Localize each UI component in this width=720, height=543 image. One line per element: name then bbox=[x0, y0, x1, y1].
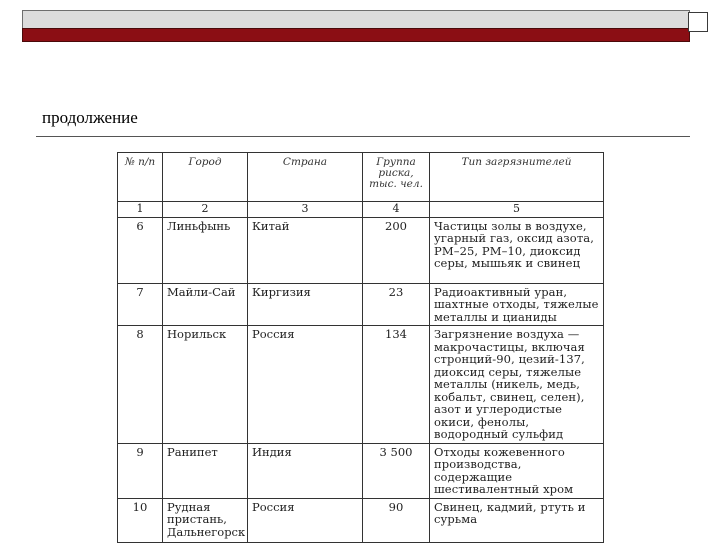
table-row bbox=[118, 498, 604, 542]
table-row bbox=[118, 443, 604, 498]
slide-corner-box bbox=[688, 12, 708, 32]
pollution-table-image bbox=[117, 152, 604, 539]
row-pollutants: Радиоактивный уран, шахтные отходы, тяжелые металлы и цианиды bbox=[430, 283, 604, 326]
row-num: 6 bbox=[118, 217, 163, 283]
header-risk: Группа риска, тыс. чел. bbox=[363, 153, 430, 202]
row-country: Китай bbox=[248, 217, 363, 283]
table-row bbox=[118, 283, 604, 326]
header-num: № п/п bbox=[118, 153, 163, 202]
table-row bbox=[118, 326, 604, 444]
row-city: Линьфынь bbox=[163, 217, 248, 283]
slide-accent-bar bbox=[22, 28, 690, 42]
row-risk: 134 bbox=[363, 326, 430, 444]
column-number: 4 bbox=[363, 202, 430, 218]
header-pollutants: Тип загрязнителей bbox=[430, 153, 604, 202]
row-city: Майли-Сай bbox=[163, 283, 248, 326]
column-number: 2 bbox=[163, 202, 248, 218]
row-pollutants: Отходы кожевенного производства, содержащие шестивалентный хром bbox=[430, 443, 604, 498]
row-country: Россия bbox=[248, 498, 363, 542]
row-city: Рудная пристань, Дальнегорск bbox=[163, 498, 248, 542]
row-risk: 90 bbox=[363, 498, 430, 542]
row-num: 9 bbox=[118, 443, 163, 498]
row-risk: 3 500 bbox=[363, 443, 430, 498]
table-header-row bbox=[118, 153, 604, 202]
row-country: Индия bbox=[248, 443, 363, 498]
slide-title: продолжение bbox=[42, 108, 138, 127]
row-city: Ранипет bbox=[163, 443, 248, 498]
column-number: 3 bbox=[248, 202, 363, 218]
title-divider bbox=[36, 136, 690, 137]
row-city: Норильск bbox=[163, 326, 248, 444]
row-country: Россия bbox=[248, 326, 363, 444]
slide-top-bar bbox=[22, 10, 690, 28]
header-country: Страна bbox=[248, 153, 363, 202]
table-column-number-row bbox=[118, 202, 604, 218]
column-number: 5 bbox=[430, 202, 604, 218]
pollution-table bbox=[117, 152, 604, 543]
row-risk: 200 bbox=[363, 217, 430, 283]
row-pollutants: Частицы золы в воздухе, угарный газ, оксид азота, PM–25, PM–10, диоксид серы, мышьяк и свинец bbox=[430, 217, 604, 283]
row-risk: 23 bbox=[363, 283, 430, 326]
column-number: 1 bbox=[118, 202, 163, 218]
row-num: 10 bbox=[118, 498, 163, 542]
row-pollutants: Загрязнение воздуха — макрочастицы, включая стронций-90, цезий-137, диоксид серы, тяжелые металлы (никель, медь, кобальт, свинец, селен), азот и углеродистые окиси, фенолы, водородный сульфид bbox=[430, 326, 604, 444]
row-pollutants: Свинец, кадмий, ртуть и сурьма bbox=[430, 498, 604, 542]
header-city: Город bbox=[163, 153, 248, 202]
row-num: 7 bbox=[118, 283, 163, 326]
row-country: Киргизия bbox=[248, 283, 363, 326]
table-row bbox=[118, 217, 604, 283]
row-num: 8 bbox=[118, 326, 163, 444]
